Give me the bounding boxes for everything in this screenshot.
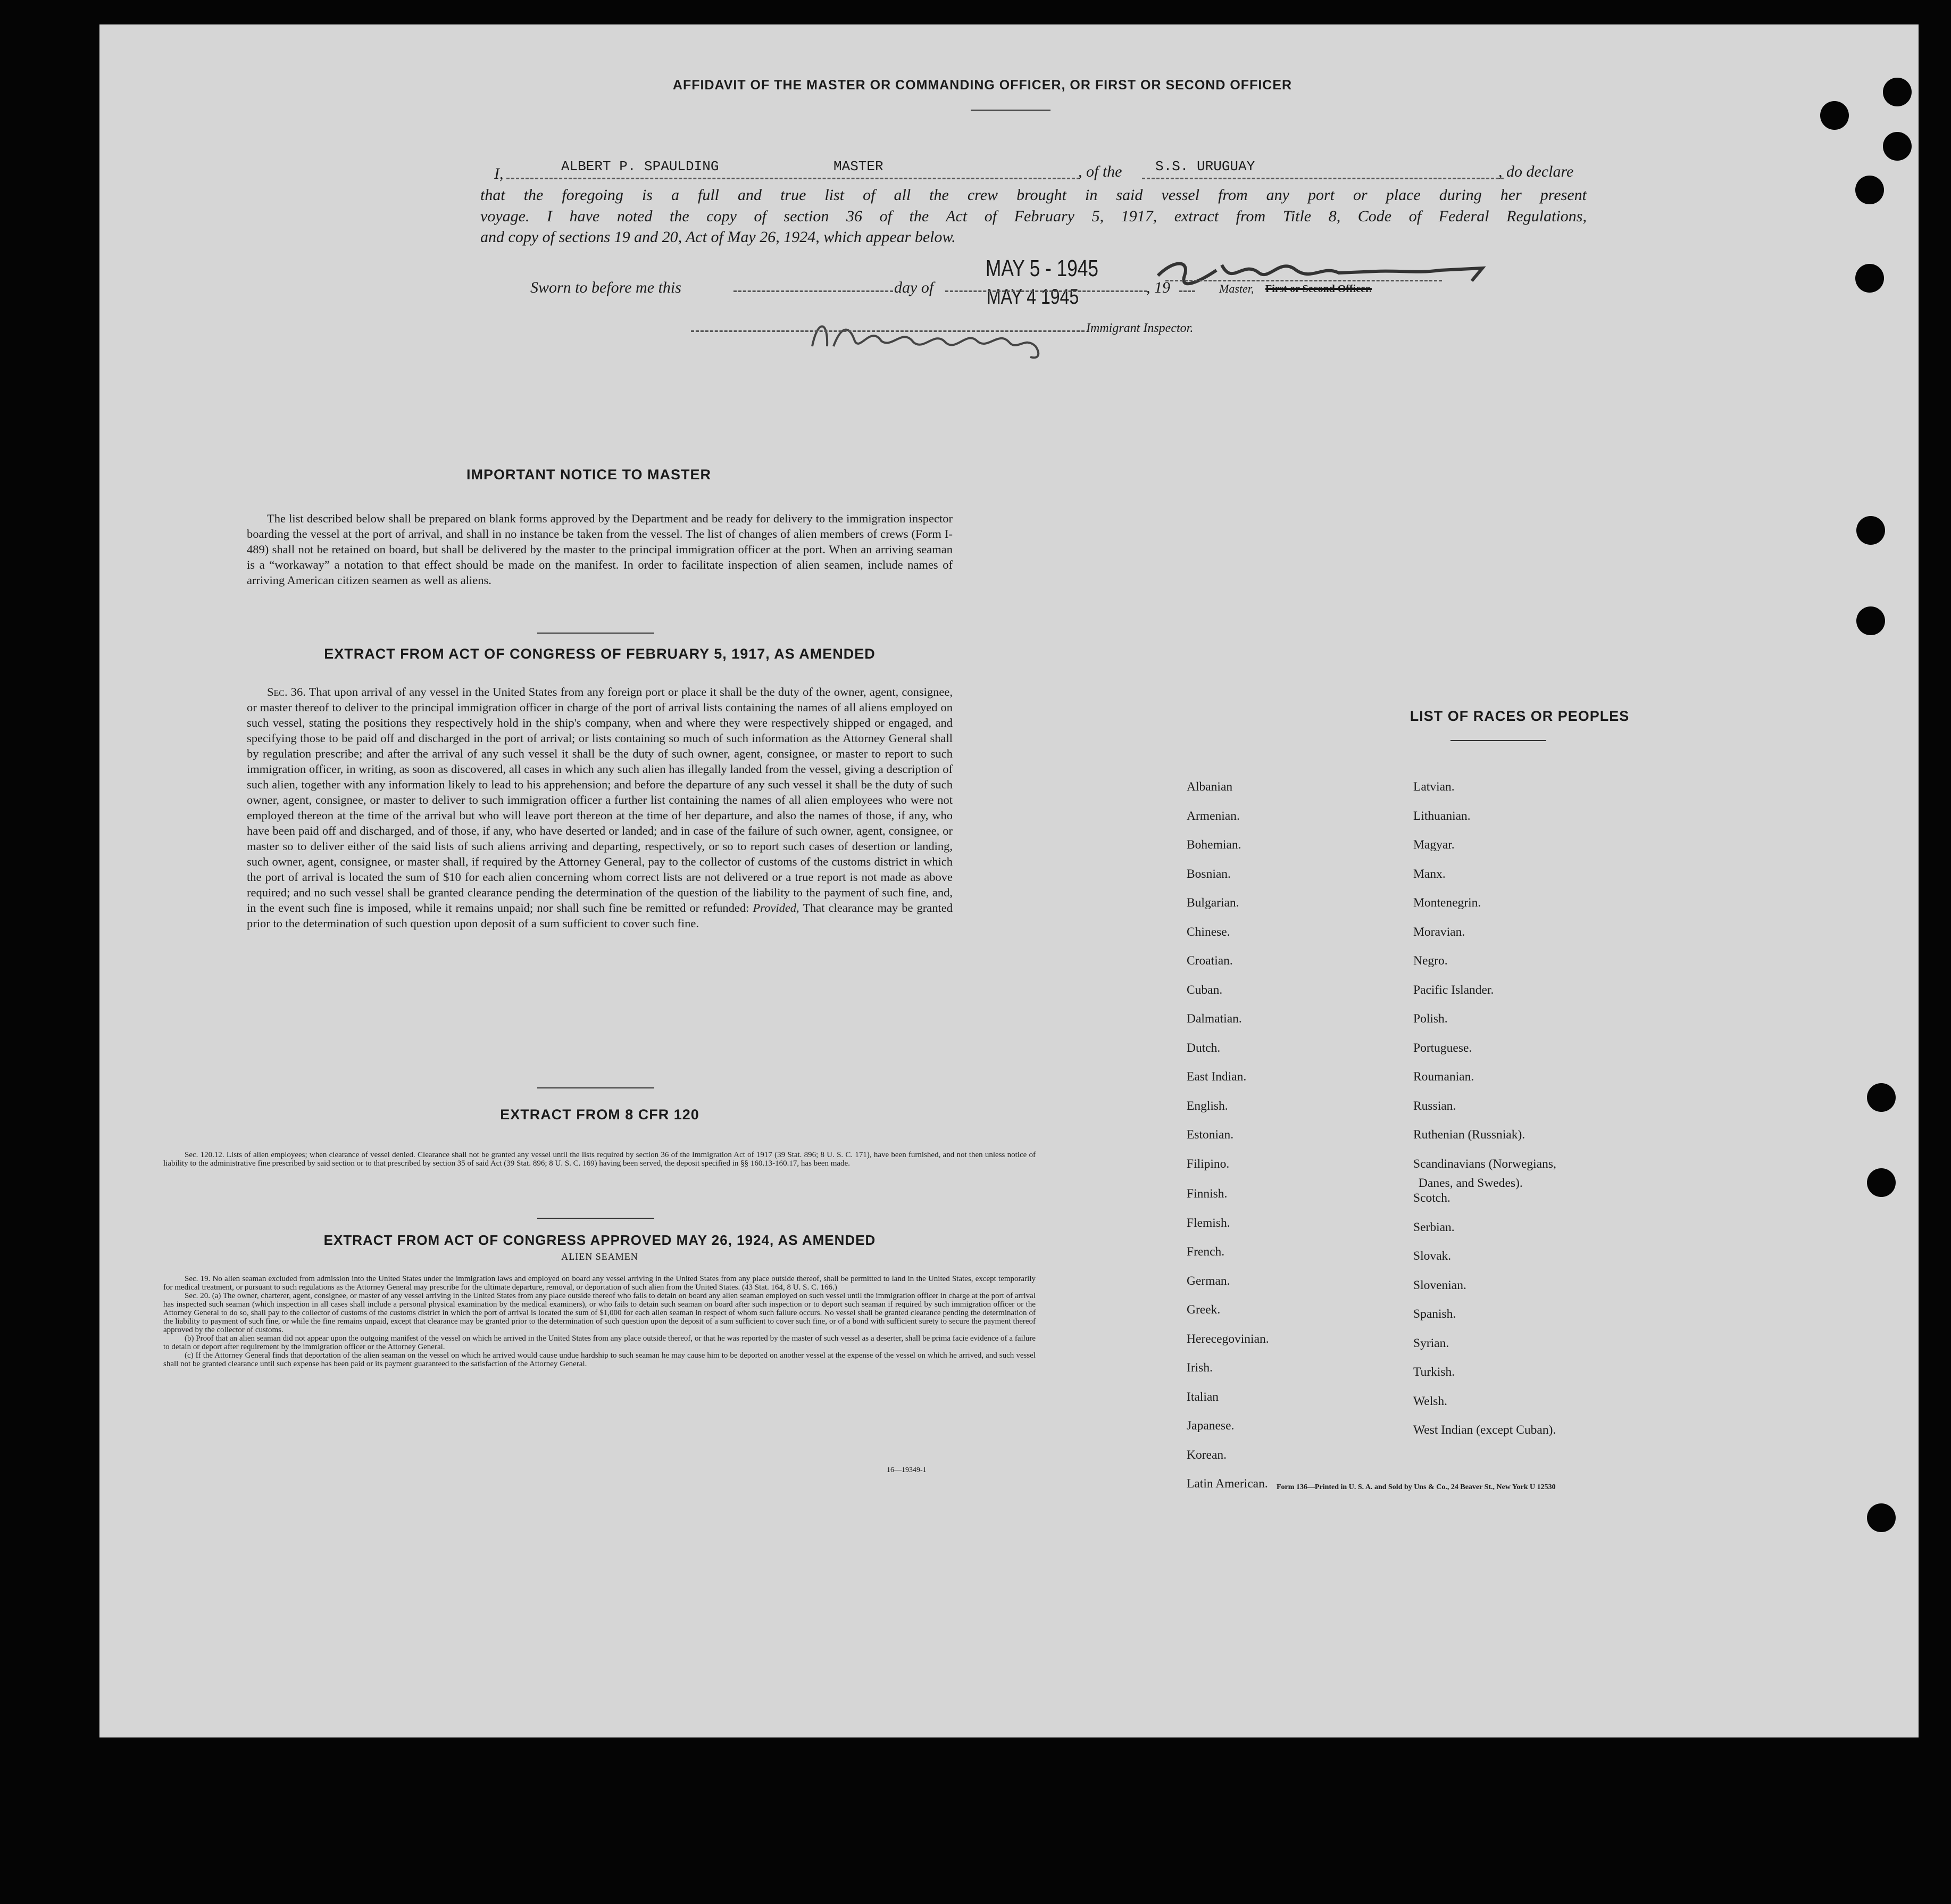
races-title: LIST OF RACES OR PEOPLES — [1410, 708, 1630, 724]
race-item: Bosnian. — [1187, 867, 1231, 881]
date-stamp-1: MAY 5 - 1945 — [986, 255, 1098, 281]
affidavit-line-3: and copy of sections 19 and 20, Act of May 26, 1924, which appear below. — [480, 228, 956, 246]
race-item: Turkish. — [1413, 1365, 1455, 1379]
punch-hole — [1867, 1083, 1896, 1112]
race-item: Chinese. — [1187, 925, 1230, 939]
officer-label-struck: First or Second Officer. — [1265, 283, 1372, 295]
sworn-label: Sworn to before me this — [530, 279, 681, 296]
sec-20a-text: Sec. 20. (a) The owner, charterer, agent, consignee, or master of any vessel arriving in the United States from any place outside thereof who fails to detain on board any alien seaman employed on such vessel until the immigration officer in charge at the port of arrival has inspected such seaman (which inspection in all cases shall include a personal physical examination by the medical examiners), or who fails to detain such seaman on board after such inspection or to deport such seaman if required by such immigration officer or the Attorney General to do so, shall pay to the collector of customs of the customs district in which the port of arrival is located the sum of $1,000 for each alien seaman in respect of whom such failure occurs. No vessel shall be granted clearance pending the determination of the liability to payment of such fine, or while the fine remains unpaid, except that clearance may be granted prior to the determination of such question upon the deposit of a sum sufficient to cover such fine, or of a bond with sufficient surety to secure the payment thereof approved by the collector of customs. — [163, 1292, 1036, 1334]
inspector-signature — [802, 309, 1121, 360]
race-item: Greek. — [1187, 1303, 1221, 1317]
race-item: Lithuanian. — [1413, 809, 1471, 823]
punch-hole — [1856, 516, 1885, 545]
affidavit-title: AFFIDAVIT OF THE MASTER OR COMMANDING OFFICER, OR FIRST OR SECOND OFFICER — [672, 78, 1293, 93]
date-stamp-2: MAY 4 1945 — [987, 285, 1079, 309]
punch-hole — [1855, 264, 1884, 293]
day-line — [733, 290, 893, 292]
race-item: Scandinavians (Norwegians, — [1413, 1157, 1556, 1171]
race-item: Latin American. — [1187, 1477, 1268, 1491]
race-item: Irish. — [1187, 1361, 1213, 1375]
master-rank: MASTER — [833, 159, 883, 174]
affidavit-line-2: voyage. I have noted the copy of section 36 of the Act of February 5, 1917, extract from Title 8, Code of Federal Regulations, — [480, 207, 1587, 225]
race-item: West Indian (except Cuban). — [1413, 1423, 1556, 1437]
race-item: Slovenian. — [1413, 1278, 1466, 1292]
race-item: Flemish. — [1187, 1216, 1230, 1230]
race-item: Croatian. — [1187, 954, 1233, 968]
race-item: Latvian. — [1413, 780, 1455, 794]
notice-title: IMPORTANT NOTICE TO MASTER — [466, 467, 711, 483]
race-item: Negro. — [1413, 954, 1448, 968]
race-item: Polish. — [1413, 1012, 1448, 1026]
race-item: Roumanian. — [1413, 1070, 1474, 1084]
affidavit-i-label: I, — [494, 165, 504, 182]
notice-body: The list described below shall be prepared on blank forms approved by the Department and be ready for delivery to the immigration inspector boarding the vessel at the port of arrival, and shall in no instance be taken from the vessel. The list of changes of alien members of crews (Form I-489) shall not be retained on board, but shall be delivered by the master to the principal immigration officer at the port. When an arriving seaman is a “workaway” a notation to that effect should be made on the manifest. In order to facilitate inspection of alien seamen, include names of arriving American citizen seamen as well as aliens. — [247, 512, 953, 587]
extract-1917-body — [247, 684, 953, 931]
race-item: East Indian. — [1187, 1070, 1247, 1084]
race-item: Russian. — [1413, 1099, 1456, 1113]
inspector-label: Immigrant Inspector. — [1086, 321, 1194, 335]
cfr-title: EXTRACT FROM 8 CFR 120 — [500, 1107, 699, 1123]
master-sign-line — [1165, 280, 1442, 281]
sec-19-text: Sec. 19. No alien seaman excluded from admission into the United States under the immigration laws and employed on board any vessel arriving in the United States from any place outside thereof, shall be permitted to land in the United States, except temporarily for medical treatment, or pursuant to such regulations as the Attorney General may prescribe for the ultimate departure, removal, or deportation of such alien from the United States. (43 Stat. 164, 8 U. S. C. 166.) — [163, 1275, 1036, 1292]
race-item: Spanish. — [1413, 1307, 1456, 1321]
day-of-label: day of — [894, 279, 934, 296]
punch-hole — [1856, 606, 1885, 635]
sec-36-label: Sec. 36. — [267, 685, 306, 699]
race-item: Moravian. — [1413, 925, 1465, 939]
race-item: Estonian. — [1187, 1128, 1234, 1142]
race-item: Serbian. — [1413, 1220, 1455, 1234]
extract-1924-subtitle: ALIEN SEAMEN — [561, 1251, 638, 1262]
race-item: Armenian. — [1187, 809, 1240, 823]
race-item: Slovak. — [1413, 1249, 1452, 1263]
race-item: Albanian — [1187, 780, 1233, 794]
race-item: English. — [1187, 1099, 1228, 1113]
punch-hole — [1867, 1168, 1896, 1197]
divider — [537, 1087, 654, 1088]
race-item: Cuban. — [1187, 983, 1223, 997]
race-item: Ruthenian (Russniak). — [1413, 1128, 1525, 1142]
form-code: 16—19349-1 — [887, 1466, 927, 1474]
cfr-body: Sec. 120.12. Lists of alien employees; when clearance of vessel denied. Clearance shall not be granted any vessel until the lists required by section 36 of the Immigration Act of 1917 (39 Stat. 896; 8 U. S. C. 171), have been furnished, and not then unless notice of liability to the administrative fine prescribed by said section or to that prescribed by section 35 of said Act (39 Stat. 896; 8 U. S. C. 169) having been served, the deposit specified in §§ 160.13-160.17, has been made. — [163, 1151, 1036, 1168]
race-item: Scotch. — [1413, 1191, 1450, 1205]
extract-1924-body — [163, 1275, 1036, 1368]
sec-20b-text: (b) Proof that an alien seaman did not appear upon the outgoing manifest of the vessel on which he arrived in the United States from any place outside thereof, or that he was reported by the master of such vessel as a deserter, shall be prima facie evidence of a failure to detain or deport after requirement by the immigration officer or the Attorney General. — [163, 1334, 1036, 1351]
master-label: Master, — [1219, 282, 1254, 295]
vessel-name: S.S. URUGUAY — [1155, 159, 1255, 174]
punch-hole — [1883, 132, 1912, 161]
race-item: Dutch. — [1187, 1041, 1221, 1055]
race-item: Montenegrin. — [1413, 896, 1481, 910]
punch-hole — [1867, 1503, 1896, 1532]
race-item: Danes, and Swedes). — [1419, 1176, 1523, 1190]
sec-36-tail: That clearance may be granted prior to the determination of such question upon deposit of a sum sufficient to cover such fine. — [247, 901, 953, 930]
race-item: Korean. — [1187, 1448, 1227, 1462]
provided-label: Provided, — [753, 901, 799, 914]
divider — [537, 1218, 654, 1219]
month-line — [945, 290, 1147, 292]
inspector-sign-line — [691, 330, 1085, 332]
race-item: Japanese. — [1187, 1419, 1235, 1433]
extract-1924-title: EXTRACT FROM ACT OF CONGRESS APPROVED MAY 26, 1924, AS AMENDED — [323, 1232, 876, 1248]
race-item: German. — [1187, 1274, 1230, 1288]
name-line — [506, 178, 1080, 179]
race-item: Manx. — [1413, 867, 1446, 881]
punch-hole — [1883, 78, 1912, 106]
race-item: Syrian. — [1413, 1336, 1449, 1350]
document-page — [99, 24, 1919, 1737]
race-item: Portuguese. — [1413, 1041, 1472, 1055]
race-item: Finnish. — [1187, 1187, 1228, 1201]
master-name: ALBERT P. SPAULDING — [561, 159, 719, 174]
affidavit-line-1: that the foregoing is a full and true list of all the crew brought in said vessel from any port or place during her present — [480, 186, 1587, 204]
divider — [1450, 740, 1546, 741]
year-label: , 19 — [1146, 279, 1170, 296]
race-item: Filipino. — [1187, 1157, 1230, 1171]
race-item: Bulgarian. — [1187, 896, 1239, 910]
of-the-label: , of the — [1078, 163, 1122, 180]
race-item: Italian — [1187, 1390, 1219, 1404]
punch-hole — [1820, 101, 1849, 130]
race-item: Herecegovinian. — [1187, 1332, 1269, 1346]
divider — [971, 110, 1050, 111]
race-item: French. — [1187, 1245, 1225, 1259]
do-declare-label: , do declare — [1498, 163, 1574, 180]
race-item: Pacific Islander. — [1413, 983, 1494, 997]
year-line — [1179, 290, 1195, 292]
divider — [537, 633, 654, 634]
vessel-line — [1142, 178, 1504, 179]
sec-36-text: That upon arrival of any vessel in the United States from any foreign port or place it shall be the duty of the owner, agent, consignee, or master thereof to deliver to the principal immigration officer in charge of the port of arrival lists containing the names of all aliens employed on such vessel, stating the positions they respectively hold in the ship's company, when and where they were respectively shipped or engaged, and specifying those to be paid off and discharged in the port of arrival; or lists containing so much of such information as the Attorney General shall by regulation prescribe; and after the arrival of any such vessel it shall be the duty of such owner, agent, consignee, or master to report to such immigration officer, in writing, as soon as discovered, all cases in which any such alien has illegally landed from the vessel, giving a description of such alien, together with any information likely to lead to his apprehension; and before the departure of any such vessel it shall be the duty of such owner, agent, consignee, or master to deliver to such immigration officer a further list containing the names of all alien employees who were not employed thereon at the time of the arrival but who will leave port thereon at the time of her departure, and also the names of those, if any, who have been paid off and discharged, and of those, if any, who have deserted or landed; and in case of the failure of such owner, agent, consignee, or master so to deliver either of the said lists of such aliens arriving and departing, respectively, or so to report such cases of desertion or landing, such owner, agent, consignee, or master shall, if required by the Attorney General, pay to the collector of customs of the customs district in which the port of arrival is located the sum of $10 for each alien concerning whom correct lists are not delivered or a true report is not made as above required; and no such vessel shall be granted clearance pending the determination of the question of the liability to the payment of such fine, and, in the event such fine is imposed, while it remains unpaid; nor shall such fine be remitted or refunded: — [247, 685, 953, 914]
sec-20c-text: (c) If the Attorney General finds that deportation of the alien seaman on the vessel on which he arrived would cause undue hardship to such seaman he may cause him to be deported on another vessel at the expense of the vessel on which he arrived, and such vessel shall not be granted clearance until such expense has been paid or its payment guaranteed to the satisfaction of the Attorney General. — [163, 1351, 1036, 1368]
race-item: Welsh. — [1413, 1394, 1448, 1408]
race-item: Dalmatian. — [1187, 1012, 1242, 1026]
printer-footer: Form 136—Printed in U. S. A. and Sold by Uns & Co., 24 Beaver St., New York U 12530 — [1277, 1483, 1556, 1491]
punch-hole — [1855, 176, 1884, 204]
extract-1917-title: EXTRACT FROM ACT OF CONGRESS OF FEBRUARY 5, 1917, AS AMENDED — [324, 646, 876, 662]
race-item: Magyar. — [1413, 838, 1455, 852]
race-item: Bohemian. — [1187, 838, 1241, 852]
